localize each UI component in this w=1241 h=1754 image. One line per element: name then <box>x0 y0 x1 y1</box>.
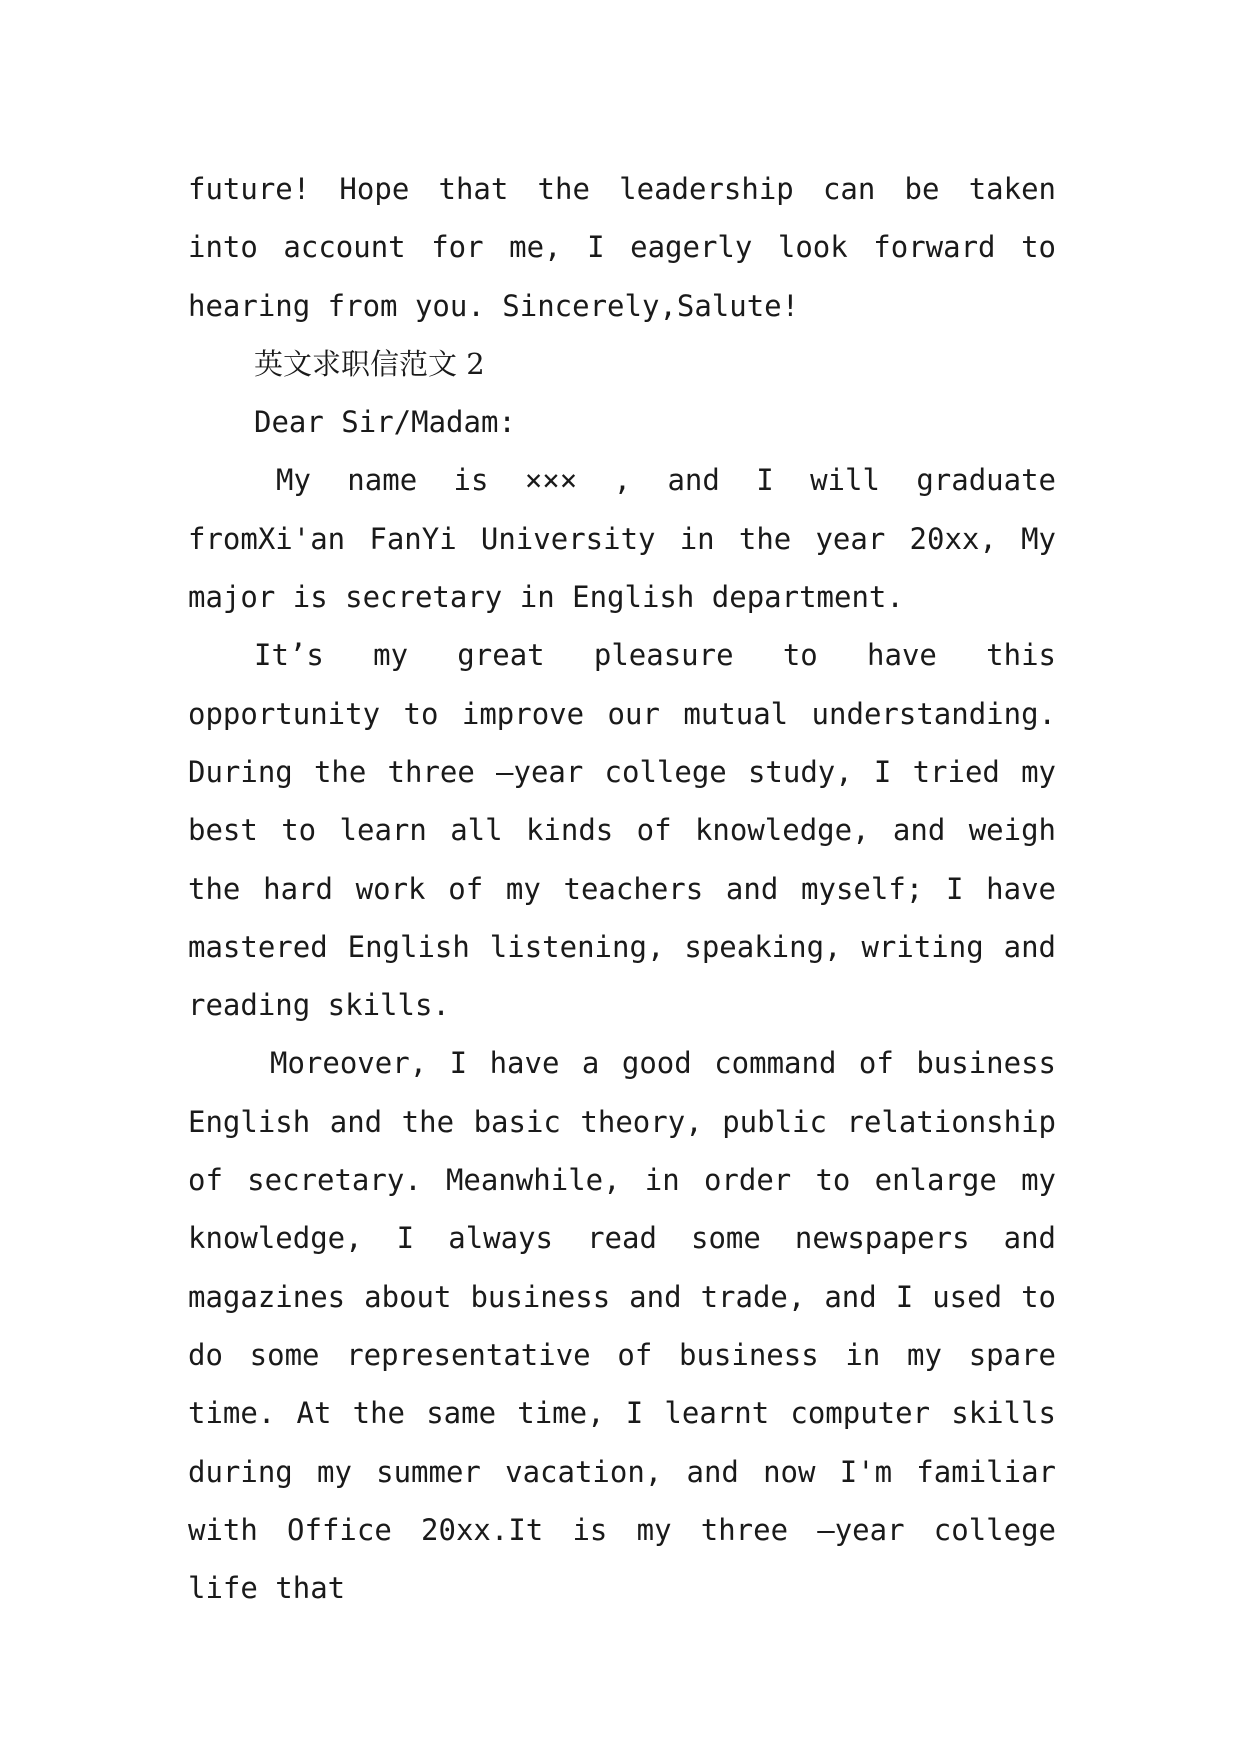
sample-heading: 英文求职信范文 2 <box>254 346 485 381</box>
salutation: Dear Sir/Madam: <box>254 405 516 440</box>
skills-paragraph: Moreover, I have a good command of business English and the basic theory, public relationship of secretary. Meanwhile, in order to enlarge my knowledge, I always read some newspapers and magazines about business and trade, and I used to do some representative of business in my spare time. At the same time, I learnt computer skills during my summer vacation, and now I'm familiar with Office 20xx.It is my three –year college life that <box>188 1046 1056 1606</box>
letter-body <box>188 160 1056 1617</box>
closing-paragraph: future! Hope that the leadership can be taken into account for me, I eagerly look forward to hearing from you. Sincerely,Salute! <box>188 172 1056 323</box>
study-paragraph: It’s my great pleasure to have this opportunity to improve our mutual understanding. During the three –year college study, I tried my best to learn all kinds of knowledge, and weigh the hard work of my teachers and myself; I have mastered English listening, speaking, writing and reading skills. <box>188 638 1056 1023</box>
intro-paragraph: My name is ××× , and I will graduate fromXi'an FanYi University in the year 20xx, My major is secretary in English department. <box>188 463 1056 615</box>
